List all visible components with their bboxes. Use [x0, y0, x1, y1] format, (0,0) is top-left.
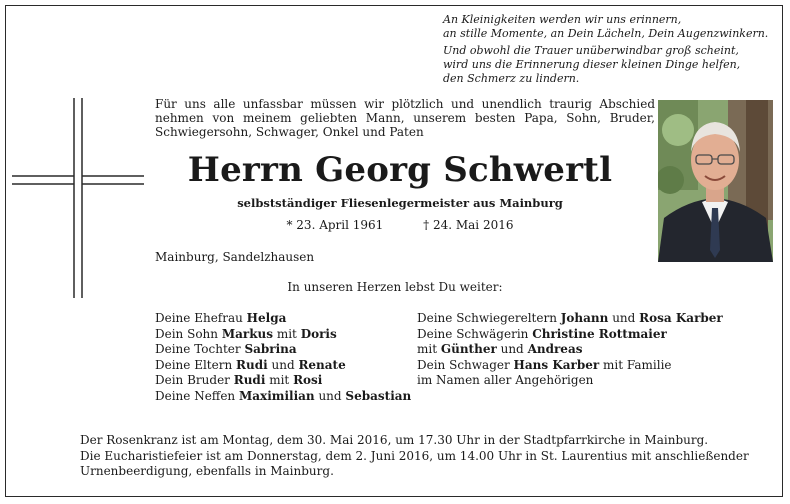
- mourner-line: mit Günther und Andreas: [417, 342, 583, 356]
- birth-date: * 23. April 1961: [286, 218, 384, 232]
- footer-line: Der Rosenkranz ist am Montag, dem 30. Mai 2016, um 17.30 Uhr in der Stadtpfarrkirche in Mainburg.: [80, 433, 709, 447]
- footer-line: Urnenbeerdigung, ebenfalls in Mainburg.: [80, 464, 334, 478]
- poem-line: Und obwohl die Trauer unüberwindbar groß scheint,: [443, 44, 739, 57]
- mourner-line: Dein Sohn Markus mit Doris: [155, 326, 337, 341]
- death-date: † 24. Mai 2016: [423, 218, 514, 232]
- footer-line: Die Eucharistiefeier ist am Donnerstag, dem 2. Juni 2016, um 14.00 Uhr in St. Laurentius mit anschließender: [80, 448, 749, 463]
- mourner-line: Deine Tochter Sabrina: [155, 342, 297, 356]
- christian-cross-icon: [12, 98, 144, 298]
- mourners-right: [417, 311, 723, 389]
- residence: Mainburg, Sandelzhausen: [155, 250, 315, 264]
- mourner-line: Deine Eltern Rudi und Renate: [155, 357, 346, 372]
- mourner-line: Deine Ehefrau Helga: [155, 311, 287, 325]
- poem: [443, 13, 783, 89]
- service-details: [80, 433, 770, 480]
- mourner-line: Dein Bruder Rudi mit Rosi: [155, 373, 323, 387]
- life-dates: [155, 218, 645, 232]
- portrait-photo: [658, 100, 773, 262]
- poem-line: An Kleinigkeiten werden wir uns erinnern,: [443, 13, 682, 26]
- mourner-line: im Namen aller Angehörigen: [417, 373, 594, 387]
- deceased-occupation: selbstständiger Fliesenlegermeister aus Mainburg: [237, 196, 563, 210]
- mourner-line: Deine Neffen Maximilian und Sebastian: [155, 388, 412, 403]
- memorial-line: In unseren Herzen lebst Du weiter:: [287, 280, 503, 294]
- poem-line: an stille Momente, an Dein Lächeln, Dein Augenzwinkern.: [443, 27, 769, 40]
- mourner-line: Deine Schwiegereltern Johann und Rosa Karber: [417, 311, 723, 325]
- poem-line: den Schmerz zu lindern.: [443, 72, 580, 85]
- deceased-name: Herrn Georg Schwertl: [187, 150, 613, 190]
- intro-text: Für uns alle unfassbar müssen wir plötzlich und unendlich traurig Abschied nehmen von meinem geliebten Mann, unserem besten Papa, Sohn, Bruder, Schwiegersohn, Schwager, Onkel und Paten: [155, 97, 655, 139]
- mourner-line: Dein Schwager Hans Karber mit Familie: [417, 357, 672, 372]
- mourner-line: Deine Schwägerin Christine Rottmaier: [417, 326, 667, 341]
- poem-line: wird uns die Erinnerung dieser kleinen Dinge helfen,: [443, 58, 741, 71]
- mourners-left: [155, 311, 411, 404]
